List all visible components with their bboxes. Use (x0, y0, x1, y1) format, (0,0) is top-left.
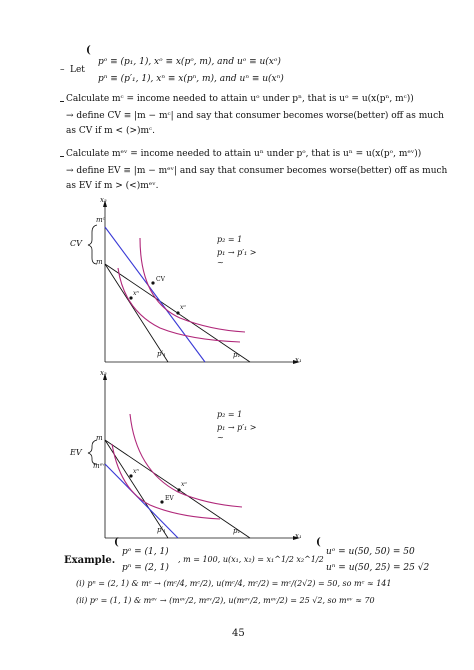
ev-point-label: EV (165, 495, 174, 502)
ev-ev-point (160, 500, 163, 503)
example-po: pᵒ = (1, 1) (122, 547, 169, 557)
cv-point-label: CV (156, 276, 165, 283)
example-line-ii: (ii) pᵒ = (1, 1) & mᵉᵛ → (mᵉᵛ/2, mᵉᵛ/2), u(mᵉᵛ/2, mᵉᵛ/2) = 25 √2, so mᵉᵛ ≈ 70 (76, 596, 375, 605)
cv-xn-label: xⁿ (133, 290, 139, 297)
paren-mark-3: ( (316, 537, 321, 548)
ev-x-label: x₁ (295, 532, 302, 540)
example-uo: uᵒ = u(50, 50) = 50 (326, 547, 415, 557)
ev-xo-point (177, 488, 180, 491)
cv-p1-label: p₁ (233, 351, 241, 359)
cv-m-label: m (96, 258, 103, 266)
cv-xo-label: xᵒ (180, 304, 186, 311)
ev-brace (88, 440, 97, 464)
ev-p1-label: p₁ (233, 527, 241, 535)
cv-note-3: ~ (217, 258, 224, 267)
cv-mc-label: mᶜ (96, 216, 106, 224)
example-pn: pⁿ = (2, 1) (122, 563, 169, 573)
page-number: 45 (232, 628, 245, 639)
ev-p1prime-label: p′₁ (157, 526, 166, 534)
ev-note-2: p₁ → p′₁ > (217, 423, 257, 432)
paren-mark: ( (86, 45, 91, 56)
ev-line-3: as EV if m > (<)mᵉᵛ. (66, 181, 159, 191)
let-word: Let (70, 65, 85, 75)
example-m-utility: , m = 100, u(x₁, x₂) = x₁^1/2 x₂^1/2 (178, 555, 324, 564)
ev-mev-label: mᵉᵛ (93, 462, 105, 470)
cv-note-1: p₂ = 1 (217, 235, 243, 244)
ev-brace-label: EV (70, 448, 82, 457)
ev-m-label: m (96, 434, 103, 442)
ev-xo-label: xᵒ (181, 481, 187, 488)
ev-note-1: p₂ = 1 (217, 410, 243, 419)
cv-brace-label: CV (70, 239, 82, 248)
let-line-1: pᵒ ≡ (p₁, 1), xᵒ ≡ x(pᵒ, m), and uᵒ ≡ u(xᵒ) (98, 57, 281, 67)
cv-line-2: → define CV ≡ |m − mᶜ| and say that consumer becomes worse(better) off as much (66, 111, 444, 121)
ev-note-3: ~ (217, 433, 224, 442)
ev-budget-po-m (105, 440, 250, 538)
bullet-dash: – (60, 65, 65, 75)
cv-p1prime-label: p′₁ (157, 350, 166, 358)
cv-line-1: Calculate mᶜ = income needed to attain uᵒ under pⁿ, that is uᵒ = u(x(pⁿ, mᶜ)) (66, 94, 414, 104)
example-un: uⁿ = u(50, 25) = 25 √2 (326, 563, 430, 573)
ev-xn-label: xⁿ (133, 468, 139, 475)
ev-line-1: Calculate mᵉᵛ = income needed to attain uⁿ under pᵒ, that is uⁿ = u(x(pᵒ, mᵉᵛ)) (66, 149, 422, 159)
cv-note-2: p₁ → p′₁ > (217, 248, 257, 257)
cv-y-label: x₂ (100, 196, 107, 204)
ev-line-2: → define EV ≡ |m − mᵉᵛ| and say that consumer becomes worse(better) off as much (66, 166, 448, 176)
ev-y-label: x₂ (100, 369, 107, 377)
cv-x-label: x₁ (295, 356, 302, 364)
example-line-i: (i) pⁿ = (2, 1) & mᶜ → (mᶜ/4, mᶜ/2), u(mᶜ/4, mᶜ/2) = mᶜ/(2√2) = 50, so mᶜ ≈ 141 (76, 579, 392, 588)
cv-line-3: as CV if m < (>)mᶜ. (66, 126, 156, 136)
ev-axes (105, 378, 295, 538)
example-heading: Example. (64, 555, 116, 566)
paren-mark-2: ( (114, 537, 119, 548)
let-line-2: pⁿ ≡ (p′₁, 1), xⁿ ≡ x(pⁿ, m), and uⁿ ≡ u(xⁿ) (98, 74, 284, 84)
